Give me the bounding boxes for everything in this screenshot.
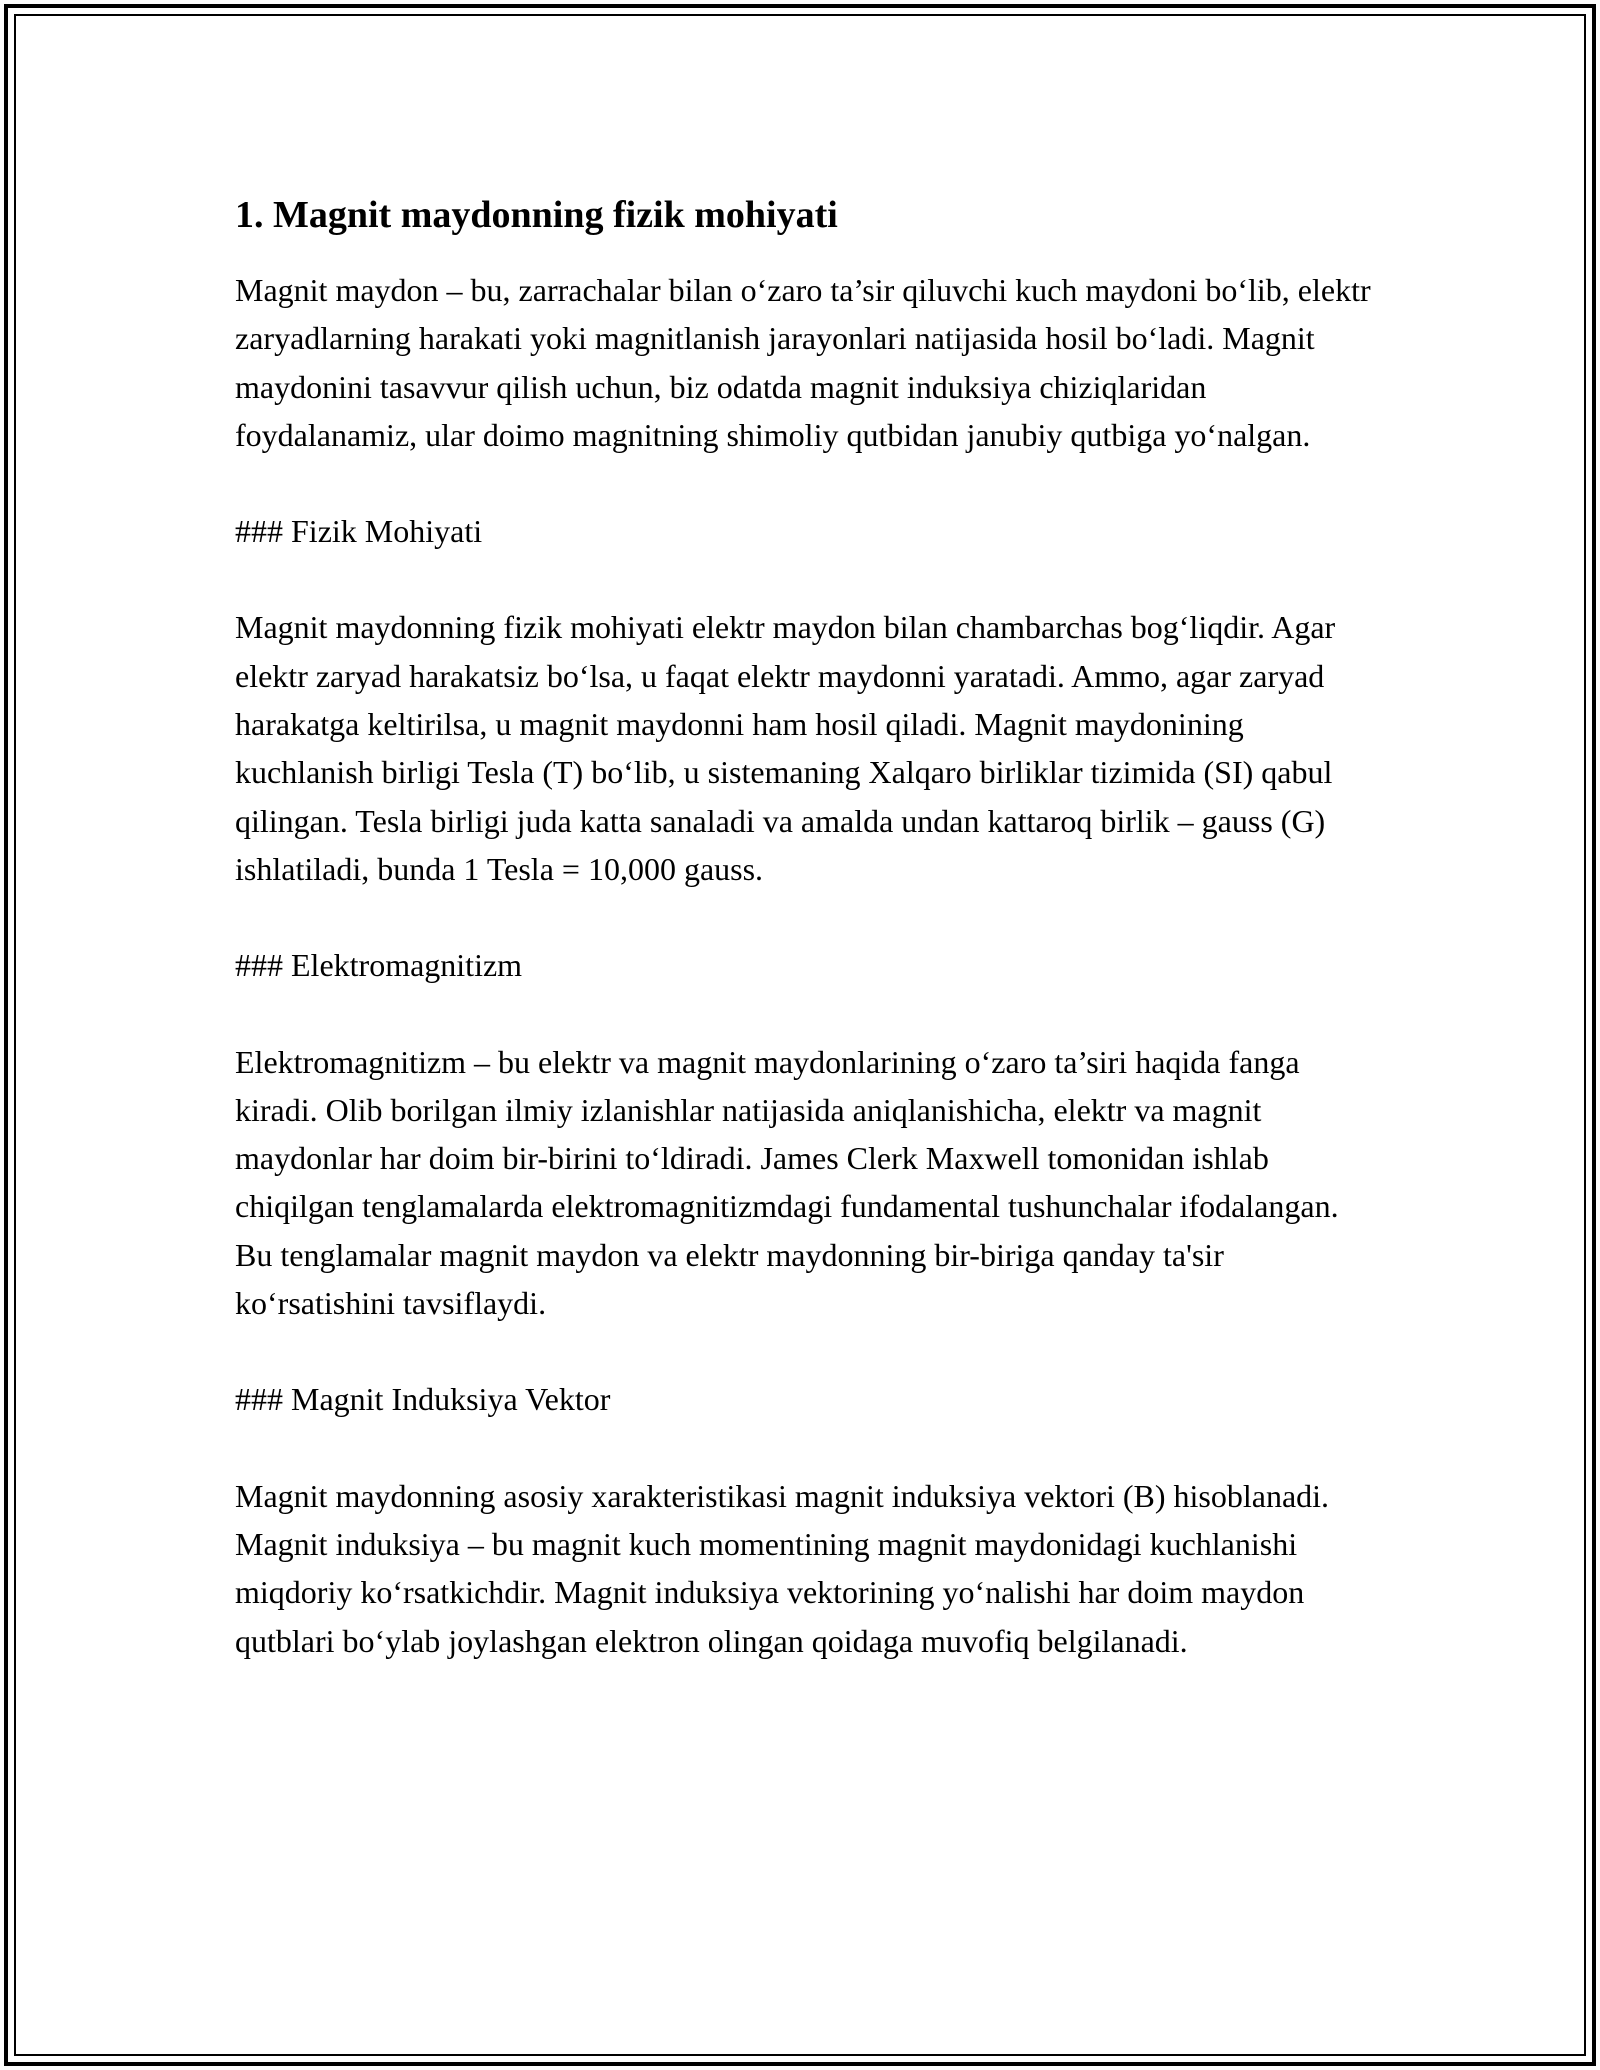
paragraph-intro: Magnit maydon – bu, zarrachalar bilan o‘zaro ta’sir qiluvchi kuch maydoni bo‘lib, elektr zaryadlarning harakati yoki magnitlanish jarayonlari natijasida hosil bo‘ladi. Magnit maydonini tasavvur qilish uchun, biz odatda magnit induksiya chiziqlaridan foydalanamiz, ular doimo magnitning shimoliy qutbidan janubiy qutbiga yo‘nalgan. bbox=[235, 272, 1371, 453]
subheading-elektromagnitizm: ### Elektromagnitizm bbox=[235, 947, 523, 984]
document-title: 1. Magnit maydonning fizik mohiyati bbox=[235, 194, 838, 236]
subheading-magnit-induksiya-vektor: ### Magnit Induksiya Vektor bbox=[235, 1381, 611, 1418]
document-body bbox=[235, 188, 1380, 1713]
paragraph-magnit-induksiya-vektor: Magnit maydonning asosiy xarakteristikasi magnit induksiya vektori (B) hisoblanadi. Magnit induksiya – bu magnit kuch momentining magnit maydonidagi kuchlanishi miqdoriy ko‘rsatkichdir. Magnit induksiya vektorining yo‘nalishi har doim maydon qutblari bo‘ylab joylashgan elektron olingan qoidaga muvofiq belgilanadi. bbox=[235, 1477, 1330, 1659]
subheading-fizik-mohiyati: ### Fizik Mohiyati bbox=[235, 513, 483, 550]
paragraph-elektromagnitizm: Elektromagnitizm – bu elektr va magnit maydonlarining o‘zaro ta’siri haqida fanga kiradi. Olib borilgan ilmiy izlanishlar natijasida aniqlanishicha, elektr va magnit maydonlar har doim bir-birini to‘ldiradi. James Clerk Maxwell tomonidan ishlab chiqilgan tenglamalarda elektromagnitizmdagi fundamental tushunchalar ifodalangan. Bu tenglamalar magnit maydon va elektr maydonning bir-biriga qanday ta'sir ko‘rsatishini tavsiflaydi. bbox=[235, 1043, 1339, 1322]
paragraph-fizik-mohiyati: Magnit maydonning fizik mohiyati elektr maydon bilan chambarchas bog‘liqdir. Agar elektr zaryad harakatsiz bo‘lsa, u faqat elektr maydonni yaratadi. Ammo, agar zaryad harakatga keltirilsa, u magnit maydonni ham hosil qiladi. Magnit maydonining kuchlanish birligi Tesla (T) bo‘lib, u sistemaning Xalqaro birliklar tizimida (SI) qabul qilingan. Tesla birligi juda katta sanaladi va amalda undan kattaroq birlik – gauss (G) ishlatiladi, bunda 1 Tesla = 10,000 gauss. bbox=[235, 609, 1336, 887]
